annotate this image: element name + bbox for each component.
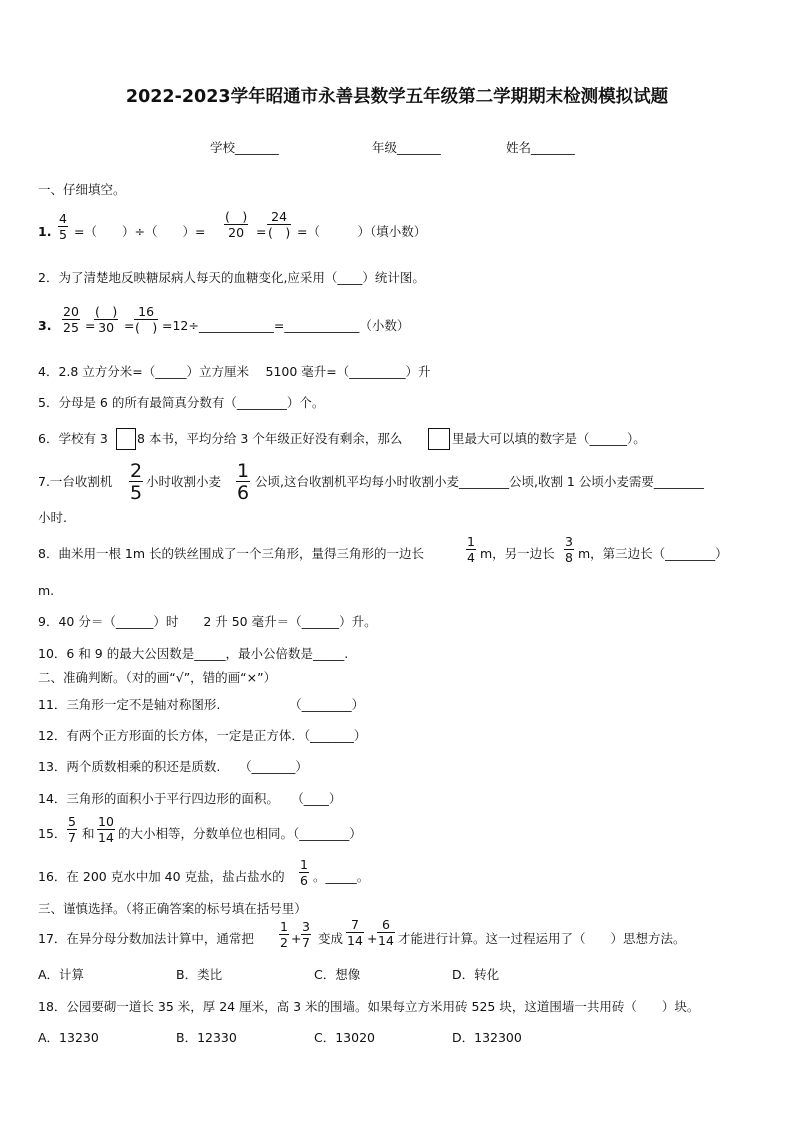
q5: 5．分母是 6 的所有最简真分数有（________）个。: [38, 395, 325, 410]
q7-fraction-1: $\frac{2}{5}$: [130, 460, 143, 504]
q8-part-d: m.: [38, 583, 55, 598]
school-field[interactable]: 学校_______: [210, 140, 279, 155]
q10: 10．6 和 9 的最大公因数是_____，最小公倍数是_____.: [38, 646, 349, 661]
q18-option-b[interactable]: B．12330: [176, 1030, 237, 1045]
q15-fraction-2: $\frac{10}{14}$: [98, 814, 114, 845]
q18-option-a[interactable]: A．13230: [38, 1030, 99, 1045]
q8-fraction-2: $\frac{3}{8}$: [565, 534, 573, 565]
q17-plus-1: +: [291, 931, 302, 946]
q6-part-a: 6．学校有 3: [38, 431, 108, 446]
section-1-heading: 一、仔细填空。: [38, 182, 126, 197]
q17-fraction-4: $\frac{6}{14}$: [378, 917, 394, 948]
q17-part-c: 才能进行计算。这一过程运用了（ ）思想方法。: [398, 931, 686, 946]
q17-option-d[interactable]: D．转化: [452, 967, 500, 982]
q16-part-b: 。_____。: [313, 869, 370, 884]
q7-part-c: 公顷,这台收割机平均每小时收割小麦________公顷,收割 1 公顷小麦需要________: [255, 474, 704, 489]
q17-part-a: 17．在异分母分数加法计算中，通常把: [38, 931, 254, 946]
q17-part-b: 变成: [318, 931, 344, 946]
q4: 4．2.8 立方分米=（_____）立方厘米 5100 毫升=（_________）升: [38, 364, 431, 379]
q15-part-c: 的大小相等，分数单位也相同。（________）: [118, 826, 362, 841]
q18-text: 18．公园要砌一道长 35 米，厚 24 厘米，高 3 米的围墙。如果每立方米用砖 525 块，这道围墙一共用砖（ ）块。: [38, 999, 700, 1014]
q8-part-c: m，第三边长（________）: [578, 546, 728, 561]
q17-plus-2: +: [367, 931, 378, 946]
q13: 13．两个质数相乘的积还是质数. （_______）: [38, 759, 308, 774]
q17-fraction-1: $\frac{1}{2}$: [280, 919, 288, 950]
q14: 14．三角形的面积小于平行四边形的面积。 （____）: [38, 791, 342, 806]
q18-option-d[interactable]: D．132300: [452, 1030, 522, 1045]
section-2-heading: 二、准确判断。（对的画“√”，错的画“×”）: [38, 670, 277, 685]
q12: 12．有两个正方形面的长方体，一定是正方体．（_______）: [38, 728, 367, 743]
q1-fraction-1: $\frac{4}{5}$: [59, 211, 67, 242]
q3-fraction-2: ( ) 30: [95, 304, 118, 335]
q6-blank-box-2[interactable]: [428, 428, 450, 450]
q6-part-c: 里最大可以填的数字是（______）。: [452, 431, 646, 446]
q3-number: 3.: [38, 318, 52, 333]
q3-tail: =12÷____________=____________（小数）: [162, 318, 410, 333]
q15-fraction-1: $\frac{5}{7}$: [68, 814, 76, 845]
q6-part-b: 8 本书，平均分给 3 个年级正好没有剩余，那么: [137, 431, 403, 446]
q1-number: 1.: [38, 224, 52, 239]
q18-option-c[interactable]: C．13020: [314, 1030, 375, 1045]
grade-field[interactable]: 年级_______: [372, 140, 441, 155]
q16-fraction: $\frac{1}{6}$: [300, 857, 308, 888]
q1-equals: =: [256, 224, 267, 239]
q3-equals-1: =: [85, 318, 96, 333]
section-3-heading: 三、谨慎选择。（将正确答案的标号填在括号里）: [38, 901, 307, 916]
q17-fraction-3: $\frac{7}{14}$: [347, 917, 363, 948]
q16-part-a: 16．在 200 克水中加 40 克盐，盐占盐水的: [38, 869, 285, 884]
q17-option-b[interactable]: B．类比: [176, 967, 223, 982]
q1-fraction-3: 24 ( ): [268, 209, 291, 240]
q11: 11．三角形一定不是轴对称图形. （________）: [38, 697, 365, 712]
q15-and: 和: [82, 826, 95, 841]
q7-part-d: 小时.: [38, 510, 67, 525]
q1-expression: =（ ）÷（ ）=: [74, 224, 206, 239]
q15-part-a: 15．: [38, 826, 67, 841]
q17-fraction-2: $\frac{3}{7}$: [302, 919, 310, 950]
q6-blank-box-1[interactable]: [116, 428, 136, 450]
q3-fraction-3: 16 ( ): [135, 304, 158, 335]
page-title: 2022-2023学年昭通市永善县数学五年级第二学期期末检测模拟试题: [125, 87, 669, 107]
q7-part-a: 7.一台收割机: [38, 474, 113, 489]
q3-fraction-1: $\frac{20}{25}$: [63, 304, 79, 335]
q17-option-a[interactable]: A．计算: [38, 967, 85, 982]
q2: 2．为了清楚地反映糖尿病人每天的血糖变化,应采用（____）统计图。: [38, 270, 425, 285]
q8-part-b: m，另一边长: [480, 546, 555, 561]
q17-option-c[interactable]: C．想像: [314, 967, 361, 982]
q1-fraction-2: ( ) 20: [225, 209, 248, 240]
q3-equals-2: =: [124, 318, 135, 333]
q1-tail: =（ ）（填小数）: [297, 224, 427, 239]
name-field[interactable]: 姓名_______: [506, 140, 575, 155]
q8-fraction-1: $\frac{1}{4}$: [467, 534, 475, 565]
q7-fraction-2: $\frac{1}{6}$: [237, 460, 250, 504]
q7-part-b: 小时收割小麦: [146, 474, 222, 489]
q9: 9．40 分＝（______）时 2 升 50 毫升＝（______）升。: [38, 614, 377, 629]
q8-part-a: 8．曲米用一根 1m 长的铁丝围成了一个三角形，量得三角形的一边长: [38, 546, 425, 561]
